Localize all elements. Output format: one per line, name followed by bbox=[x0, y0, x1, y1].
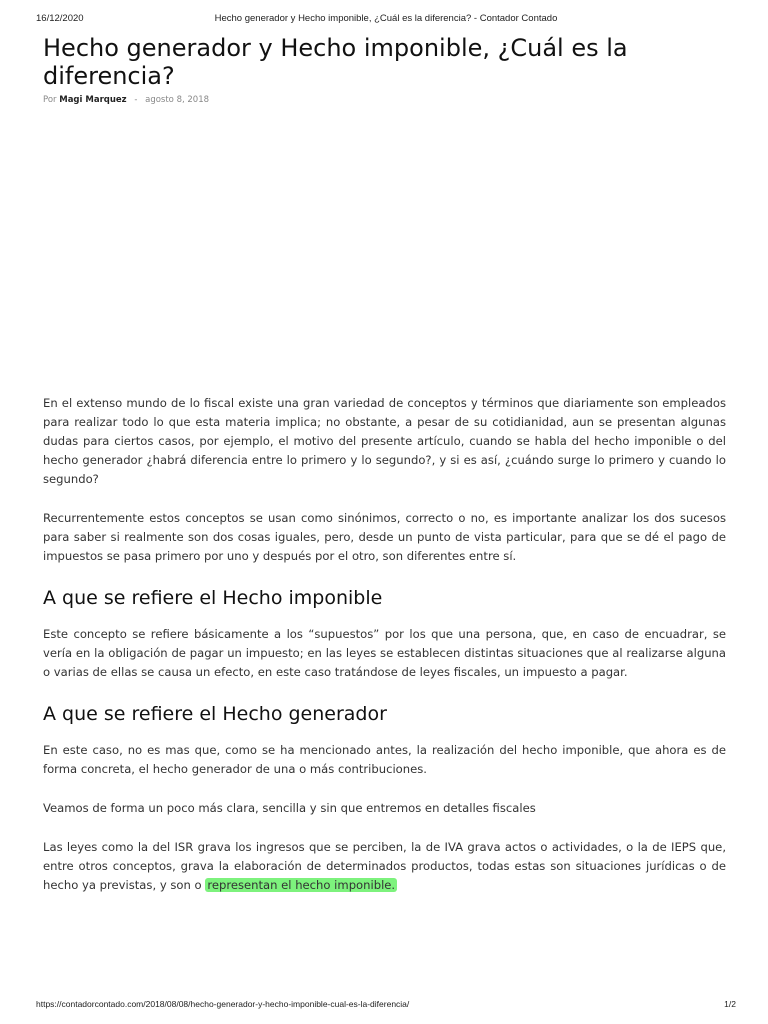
print-document-title: Hecho generador y Hecho imponible, ¿Cuál es la diferencia? - Contador Contado bbox=[214, 13, 558, 24]
publish-date: agosto 8, 2018 bbox=[145, 95, 210, 105]
hecho-generador-paragraph-1: En este caso, no es mas que, como se ha mencionado antes, la realización del hecho imponible, que ahora es de forma concreta, el hecho generador de una o más contribuciones. bbox=[43, 743, 726, 776]
print-header bbox=[36, 13, 736, 27]
byline bbox=[43, 95, 726, 105]
article bbox=[43, 34, 726, 915]
section-heading-hecho-generador: A que se refiere el Hecho generador bbox=[43, 703, 387, 725]
print-date: 16/12/2020 bbox=[36, 13, 84, 24]
byline-separator: - bbox=[134, 95, 138, 105]
hecho-generador-paragraph-3 bbox=[43, 838, 726, 895]
intro-paragraph-2: Recurrentemente estos conceptos se usan como sinónimos, correcto o no, es importante analizar los dos sucesos para saber si realmente son dos cosas iguales, pero, desde un punto de vista particular, para que se dé el pago de impuestos se pasa primero por uno y después por el otro, son diferentes entre sí. bbox=[43, 511, 726, 563]
paragraph-3-text: Las leyes como la del ISR grava los ingresos que se perciben, la de IVA grava actos o actividades, o la de IEPS que, entre otros conceptos, grava la elaboración de determinados productos, todas estas son situaciones jurídicas o de hecho ya previstas, y son o bbox=[43, 840, 726, 892]
intro-paragraph-1: En el extenso mundo de lo fiscal existe una gran variedad de conceptos y términos que diariamente son empleados para realizar todo lo que esta materia implica; no obstante, a pesar de su cotidianidad, aun se presentan algunas dudas para ciertos casos, por ejemplo, el motivo del presente artículo, cuando se habla del hecho imponible o del hecho generador ¿habrá diferencia entre lo primero y lo segundo?, y si es así, ¿cuándo surge lo primero y cuando lo segundo? bbox=[43, 396, 726, 486]
print-footer bbox=[36, 999, 736, 1009]
article-title: Hecho generador y Hecho imponible, ¿Cuál es la diferencia? bbox=[43, 34, 628, 90]
featured-image-placeholder bbox=[43, 105, 726, 394]
byline-prefix: Por bbox=[43, 95, 57, 105]
page-number: 1/2 bbox=[724, 999, 736, 1009]
author-link[interactable]: Magi Marquez bbox=[59, 95, 127, 105]
section-heading-hecho-imponible: A que se refiere el Hecho imponible bbox=[43, 587, 383, 609]
highlighted-text: representan el hecho imponible. bbox=[207, 878, 396, 892]
hecho-imponible-paragraph: Este concepto se refiere básicamente a los “supuestos” por los que una persona, que, en caso de encuadrar, se vería en la obligación de pagar un impuesto; en las leyes se establecen distintas situaciones que al realizarse alguna o varias de ellas se causa un efecto, en este caso tratándose de leyes fiscales, un impuesto a pagar. bbox=[43, 627, 726, 679]
print-url: https://contadorcontado.com/2018/08/08/hecho-generador-y-hecho-imponible-cual-es-la-diferencia/ bbox=[36, 999, 410, 1009]
hecho-generador-paragraph-2: Veamos de forma un poco más clara, sencilla y sin que entremos en detalles fiscales bbox=[43, 801, 536, 815]
